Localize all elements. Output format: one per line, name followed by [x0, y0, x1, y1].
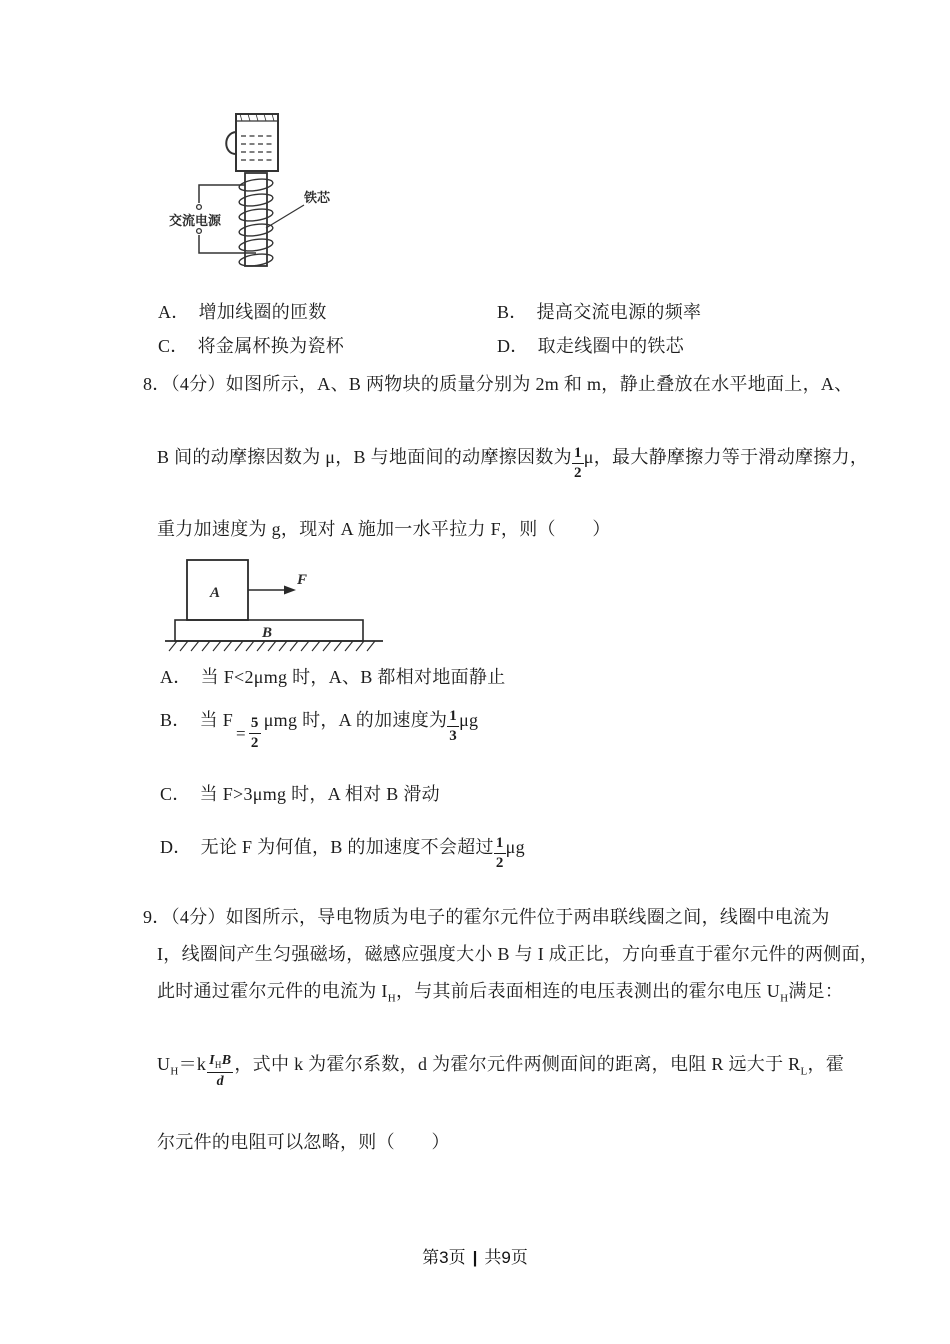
option-text: 当 F>3μmg 时，A 相对 B 滑动	[199, 784, 440, 804]
stem-text: ，霍	[807, 1054, 845, 1074]
option-text: μg	[505, 837, 525, 857]
cup-handle	[226, 132, 236, 154]
fraction-five-halves: = $\frac{5}{2}$	[236, 715, 259, 751]
q7-option-c	[158, 334, 344, 358]
subscript-h: H	[170, 1065, 179, 1078]
page-footer	[0, 1243, 950, 1268]
q8-stem-line2	[157, 445, 868, 480]
cup-outline	[236, 114, 278, 171]
stem-text: ，式中 k 为霍尔系数，d 为霍尔元件两侧面间的距离，电阻 R 远大于 R	[234, 1054, 801, 1074]
stem-text: ，与其前后表面相连的电压表测出的霍尔电压 U	[395, 981, 781, 1001]
cup-liquid	[241, 136, 273, 160]
q7-option-b	[497, 300, 701, 324]
q9-stem-line2: I，线圈间产生匀强磁场，磁感应强度大小 B 与 I 成正比，方向垂直于霍尔元件的两侧面，	[157, 944, 879, 964]
q9-stem-line5: 尔元件的电阻可以忽略，则（ ）	[157, 1132, 450, 1152]
ground-hatching	[169, 641, 375, 651]
ac-source-label: 交流电源	[169, 213, 222, 228]
stem-text: U	[157, 1054, 171, 1074]
footer-total-pages: 共9页	[484, 1248, 528, 1267]
stem-text: μ，最大静摩擦力等于滑动摩擦力，	[583, 447, 869, 467]
option-letter: B．	[160, 710, 191, 730]
q8-option-d	[160, 835, 525, 870]
q9-stem-line4	[157, 1052, 844, 1087]
option-text: 当 F<2μmg 时，A、B 都相对地面静止	[200, 667, 506, 687]
option-text: 无论 F 为何值，B 的加速度不会超过	[200, 837, 494, 857]
option-text: 提高交流电源的频率	[536, 302, 702, 322]
footer-separator: |	[472, 1248, 478, 1267]
fraction-one-third: $\frac{1}{3}$	[449, 708, 458, 744]
force-label: F	[297, 572, 308, 588]
stem-text: 满足：	[788, 981, 844, 1001]
terminal-bottom	[197, 229, 202, 234]
subscript-h: H	[214, 1059, 222, 1070]
option-text: 取走线圈中的铁芯	[537, 336, 685, 356]
option-text: 将金属杯换为瓷杯	[197, 336, 345, 356]
block-b-label: B	[262, 625, 273, 641]
q9-stem-line1: 9．（4分）如图所示，导电物质为电子的霍尔元件位于两串联线圈之间，线圈中电流为	[143, 907, 830, 927]
block-a-label: A	[210, 585, 221, 601]
option-letter: C．	[158, 336, 189, 356]
q7-figure-cup-on-coil	[168, 108, 348, 278]
q8-stem-line3: 重力加速度为 g，现对 A 施加一水平拉力 F，则（ ）	[157, 519, 611, 539]
q8-option-a	[160, 665, 506, 689]
core-pointer-line	[266, 205, 304, 228]
subscript-h: H	[780, 992, 789, 1005]
q8-option-c	[160, 782, 440, 806]
terminal-top	[197, 205, 202, 210]
option-letter: D．	[497, 336, 529, 356]
option-text: 增加线圈的匝数	[198, 302, 327, 322]
subscript-h: H	[387, 992, 396, 1005]
fraction-one-half: $\frac{1}{2}$	[495, 835, 504, 871]
stem-text: ＝k	[178, 1054, 207, 1074]
q7-option-d	[497, 334, 684, 358]
iron-core-label: 铁芯	[304, 190, 331, 205]
hall-formula-fraction: $I_HB$ d	[209, 1053, 232, 1089]
option-letter: C．	[160, 784, 191, 804]
footer-page-number: 第3页	[422, 1248, 466, 1267]
option-letter: A．	[158, 302, 190, 322]
option-letter: B．	[497, 302, 528, 322]
option-text: 当 F	[199, 710, 234, 730]
q7-option-a	[158, 300, 327, 324]
force-arrowhead	[284, 586, 296, 595]
q8-stem-line1: 8．（4分）如图所示，A、B 两物块的质量分别为 2m 和 m，静止叠放在水平地面上，A、	[143, 374, 853, 394]
q8-figure-blocks	[163, 553, 388, 658]
subscript-l: L	[800, 1065, 808, 1078]
stem-text: B 间的动摩擦因数为 μ，B 与地面间的动摩擦因数为	[157, 447, 572, 467]
coil-loops	[238, 177, 273, 268]
option-letter: A．	[160, 667, 192, 687]
option-text: μg	[459, 710, 479, 730]
q8-option-b	[160, 708, 479, 751]
option-letter: D．	[160, 837, 192, 857]
option-text: μmg 时，A 的加速度为	[263, 710, 448, 730]
fraction-one-half: $\frac{1}{2}$	[573, 445, 582, 481]
q9-stem-line3	[157, 979, 843, 1005]
stem-text: 此时通过霍尔元件的电流为 I	[157, 981, 388, 1001]
